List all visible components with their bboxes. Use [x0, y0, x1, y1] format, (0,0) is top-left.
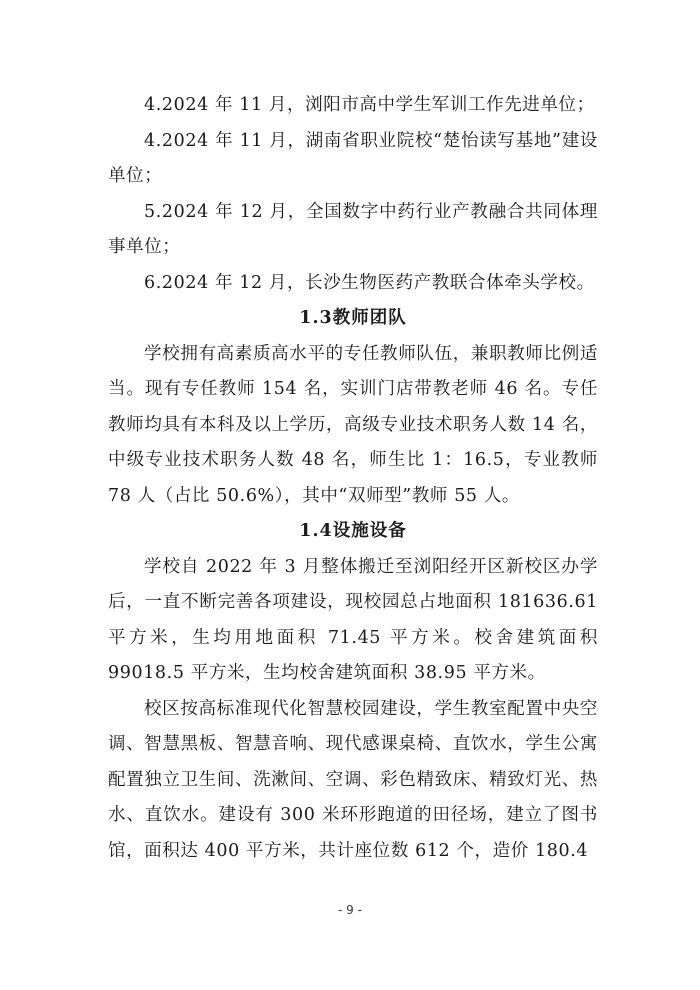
honor-item: 6.2024 年 12 月，长沙生物医药产教联合体牵头学校。: [144, 272, 595, 293]
honor-item: 5.2024 年 12 月，全国数字中药行业产教融合共同体理事单位；: [108, 201, 598, 257]
teachers-paragraph: 学校拥有高素质高水平的专任教师队伍，兼职教师比例适当。现有专任教师 154 名，实训门店带教老师 46 名。专任教师均具有本科及以上学历，高级专业技术职务人数 14 名，中级专业技术职务人数 48 名，师生比 1：16.5，专业教师 78 人（占比 50.6%），其中“双师型”教师 55 人。: [108, 343, 598, 506]
honor-item: 4.2024 年 11 月，浏阳市高中学生军训工作先进单位；: [144, 95, 595, 115]
section-heading-teachers: 1.3教师团队: [299, 308, 407, 328]
facilities-paragraph: 学校自 2022 年 3 月整体搬迁至浏阳经开区新校区办学后，一直不断完善各项建设，现校园总占地面积 181636.61 平方米，生均用地面积 71.45 平方米。校舍建筑面积 99018.5 平方米，生均校舍建筑面积 38.95 平方米。: [108, 556, 598, 683]
page-content: [108, 88, 598, 869]
facilities-paragraph: 校区按高标准现代化智慧校园建设，学生教室配置中央空调、智慧黑板、智慧音响、现代感课桌椅、直饮水，学生公寓配置独立卫生间、洗漱间、空调、彩色精致床、精致灯光、热水、直饮水。建设有 300 米环形跑道的田径场，建立了图书馆，面积达 400 平方米，共计座位数 612 个，造价 180.4: [108, 698, 598, 861]
section-heading-facilities: 1.4设施设备: [299, 521, 407, 541]
honor-item: 4.2024 年 11 月，湖南省职业院校“楚怡读写基地”建设单位；: [108, 130, 598, 186]
page-number: - 9 -: [338, 903, 362, 917]
